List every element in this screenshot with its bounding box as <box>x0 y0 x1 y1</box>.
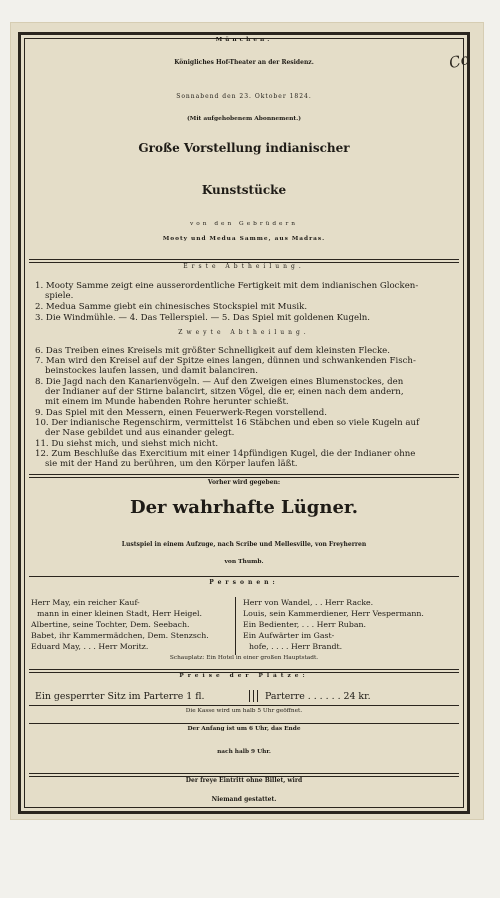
price-reserved-seat: Ein gesperrter Sitz im Parterre 1 fl. <box>35 691 205 702</box>
city-heading: München. <box>215 37 273 43</box>
box-office-divider <box>29 705 459 706</box>
part2-item-12-cont: sie mit der Hand zu berühren, um den Körper laufen läßt. <box>45 459 298 469</box>
cast-left-2: mann in einer kleinen Stadt, Herr Heigel. <box>37 609 203 618</box>
part2-item-11: 11. Du siehst mich, und siehst mich nicht. <box>35 439 219 449</box>
part2-item-8-cont1: der Indianer auf der Stirne balancirt, sitzen Vögel, die er, einen nach dem andern, <box>45 387 404 397</box>
footer-line2: Niemand gestattet. <box>211 796 277 803</box>
cast-divider-top <box>29 576 459 577</box>
abonnement-note: (Mit aufgehobenem Abonnement.) <box>187 115 301 122</box>
part2-item-8-cont2: mit einem im Munde habenden Rohre herunter schießt. <box>45 397 289 407</box>
part1-item-1: 1. Mooty Samme zeigt eine ausserordentliche Fertigkeit mit dem indianischen Glocken- <box>35 281 419 291</box>
price-divider-2 <box>253 690 254 702</box>
comedy-intro: Vorher wird gegeben: <box>207 479 281 486</box>
box-office-note: Die Kasse wird um halb 5 Uhr geöffnet. <box>185 708 303 714</box>
cast-right-3: Ein Bedienter, . . . Herr Ruban. <box>243 620 366 629</box>
setting: Schauplatz: Ein Hotel in einer großen Hauptstadt. <box>169 655 319 661</box>
by-line: von den Gebrüdern <box>190 221 298 227</box>
comedy-subtitle-line2: von Thumb. <box>224 558 264 565</box>
part2-item-7-cont: beinstockes laufen lassen, und damit balanciren. <box>45 366 258 376</box>
start-time-line1: Der Anfang ist um 6 Uhr, das Ende <box>187 726 301 732</box>
start-time-line2: nach halb 9 Uhr. <box>217 749 271 755</box>
handwritten-mark: Co <box>447 49 472 73</box>
cast-left-3: Albertine, seine Tochter, Dem. Seebach. <box>31 620 190 629</box>
main-title-line1: Große Vorstellung indianischer <box>138 141 350 155</box>
theatre-name: Königliches Hof-Theater an der Residenz. <box>174 59 314 66</box>
price-divider-3 <box>257 690 258 702</box>
playbill-frame <box>18 32 470 814</box>
part2-heading: Zweyte Abtheilung. <box>178 329 310 336</box>
part1-item-2: 2. Medua Samme giebt ein chinesisches Stockspiel mit Musik. <box>35 302 308 312</box>
part2-item-9: 9. Das Spiel mit den Messern, einen Feuerwerk-Regen vorstellend. <box>35 408 328 418</box>
comedy-title: Der wahrhafte Lügner. <box>129 497 359 518</box>
part1-heading: Erste Abtheilung. <box>183 263 305 270</box>
cast-left-1: Herr May, ein reicher Kauf- <box>31 598 140 607</box>
part2-item-8: 8. Die Jagd nach den Kanarienvögeln. — Auf den Zweigen eines Blumenstockes, den <box>35 377 404 387</box>
part2-item-10: 10. Der indianische Regenschirm, vermittelst 16 Stäbchen und eben so viele Kugeln auf <box>35 418 420 428</box>
price-parterre: Parterre . . . . . . 24 kr. <box>265 691 371 702</box>
cast-left-4: Babet, ihr Kammermädchen, Dem. Stenzsch. <box>31 631 209 640</box>
part2-item-6: 6. Das Treiben eines Kreisels mit größter Schnelligkeit auf dem kleinsten Flecke. <box>35 346 390 356</box>
part2-item-10-cont: der Nase gebildet und aus einander gelegt. <box>45 428 235 438</box>
times-divider <box>29 723 459 724</box>
footer-line1: Der freye Eintritt ohne Billet, wird <box>185 777 303 784</box>
cast-heading: Personen: <box>209 579 279 586</box>
cast-right-1: Herr von Wandel, . . Herr Racke. <box>243 598 374 607</box>
cast-column-divider <box>235 597 236 655</box>
cast-right-4: Ein Aufwärter im Gast- <box>243 631 335 640</box>
cast-right-5: hofe, . . . . Herr Brandt. <box>249 642 343 651</box>
main-title-line2: Kunststücke <box>201 183 287 197</box>
part1-item-1-cont: spiele. <box>45 291 74 301</box>
part1-item-3: 3. Die Windmühle. — 4. Das Tellerspiel. — 5. Das Spiel mit goldenen Kugeln. <box>35 313 371 323</box>
comedy-subtitle-line1: Lustspiel in einem Aufzuge, nach Scribe und Mellesville, von Freyherren <box>121 541 367 548</box>
playbill-sheet <box>10 22 484 820</box>
performance-date: Sonnabend den 23. Oktober 1824. <box>176 93 312 100</box>
program-divider <box>29 474 459 478</box>
prices-heading: Preise der Plätze: <box>179 673 309 679</box>
cast-left-5: Eduard May, . . . Herr Moritz. <box>31 642 149 651</box>
part2-item-7: 7. Man wird den Kreisel auf der Spitze eines langen, dünnen und schwankenden Fisch- <box>35 356 416 366</box>
performers: Mooty und Medua Samme, aus Madras. <box>162 236 326 242</box>
cast-right-2: Louis, sein Kammerdiener, Herr Vespermann. <box>243 609 424 618</box>
price-divider-1 <box>249 690 250 702</box>
part2-item-12: 12. Zum Beschluße das Exercitium mit einer 14pfündigen Kugel, die der Indianer ohne <box>35 449 416 459</box>
